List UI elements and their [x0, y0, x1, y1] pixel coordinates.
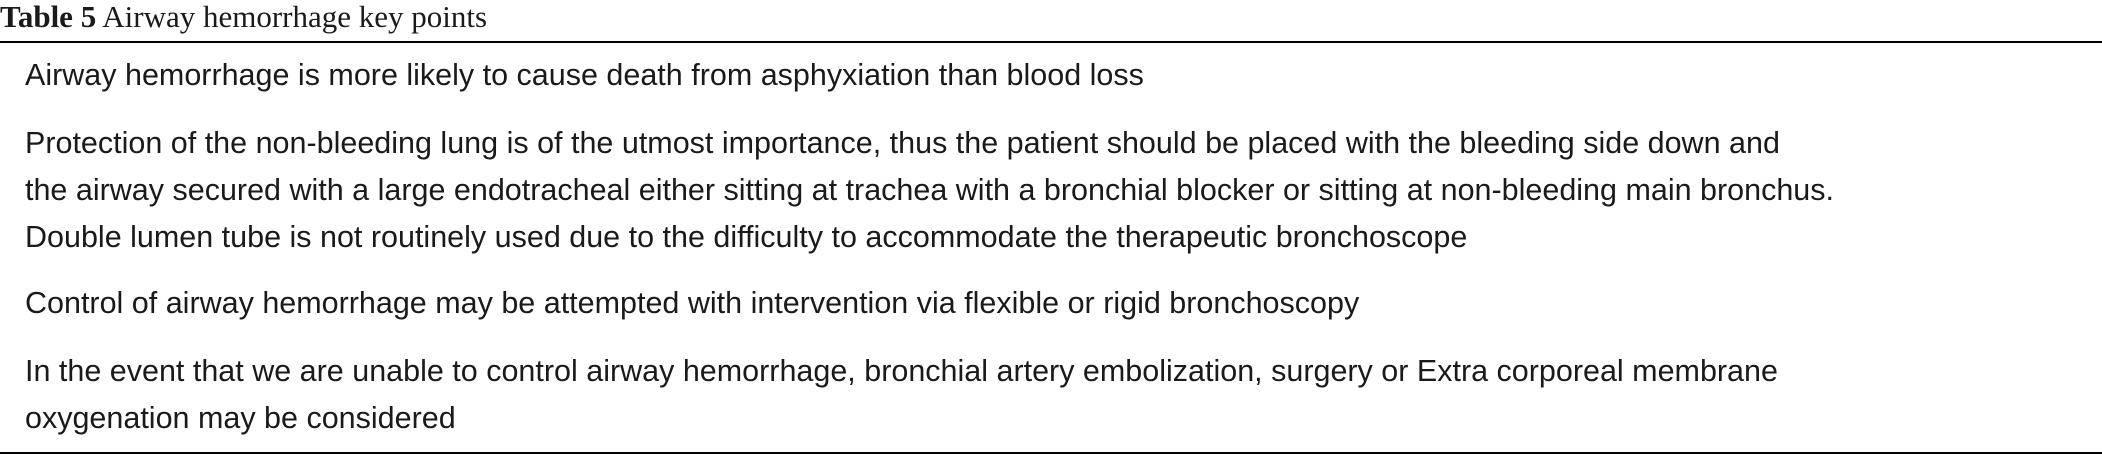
row-text-line: Airway hemorrhage is more likely to cause death from asphyxiation than blood loss: [25, 58, 1144, 92]
table-row: [25, 43, 2085, 113]
row-text-line: Protection of the non-bleeding lung is of the utmost importance, thus the patient should be placed with the bleeding side down and: [25, 126, 1780, 160]
table-bottom-rule: [0, 452, 2102, 454]
row-text-line: oxygenation may be considered: [25, 401, 456, 435]
table-caption: [0, 0, 487, 38]
table-row: [25, 113, 2085, 273]
table-caption-title: Airway hemorrhage key points: [102, 0, 488, 34]
row-text-line: Double lumen tube is not routinely used due to the difficulty to accommodate the therapeutic bronchoscope: [25, 220, 1468, 254]
row-text-line: Control of airway hemorrhage may be attempted with intervention via flexible or rigid bronchoscopy: [25, 286, 1360, 320]
table-caption-label: Table 5: [0, 0, 97, 34]
row-text-line: In the event that we are unable to control airway hemorrhage, bronchial artery embolization, surgery or Extra corporeal membrane: [25, 354, 1778, 388]
key-points-table: [25, 43, 2085, 449]
table-row: [25, 273, 2085, 341]
row-text-line: the airway secured with a large endotracheal either sitting at trachea with a bronchial blocker or sitting at non-bleeding main bronchus.: [25, 173, 1834, 207]
table-row: [25, 341, 2085, 449]
